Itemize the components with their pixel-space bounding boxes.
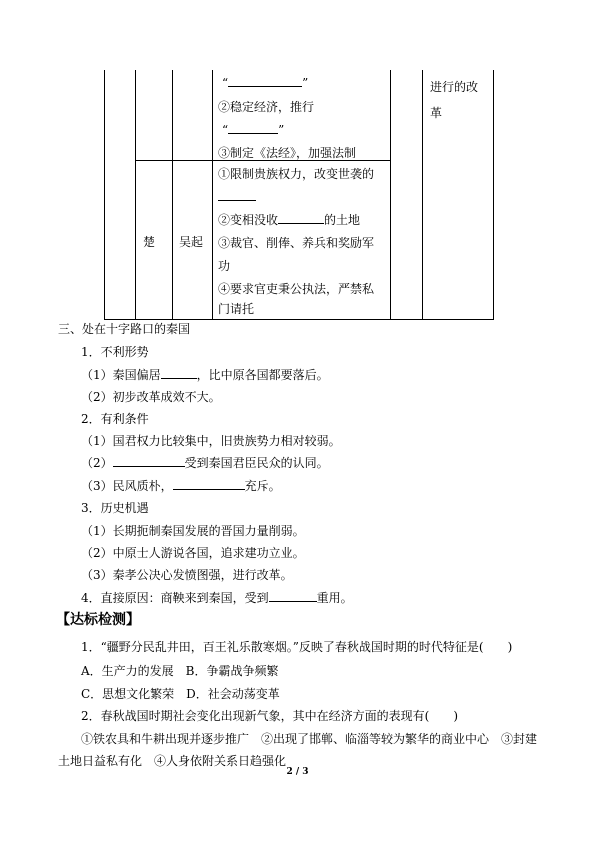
blank [113,455,185,467]
blank [228,75,302,87]
h1-item-1: （1）秦国偏居 ，比中原各国都要落后。 [81,368,329,382]
chu-state: 楚 [143,235,156,249]
table-border-col2 [135,70,136,320]
wei-item-1: “ ” [222,76,309,90]
q1-options-1: A．生产力的发展 B．争霸战争频繁 [81,664,279,678]
chu-item-3: ③裁官、削俸、养兵和奖励军 [218,236,375,250]
h2-heading: 2．有利条件 [81,412,149,426]
chu-item-3b: 功 [218,259,231,273]
chu-person: 吴起 [179,235,204,249]
q2: 2．春秋战国时期社会变化出现新气象，其中在经济方面的表现有( ) [81,709,459,723]
chu-item-4: ④要求官吏秉公执法，严禁私 [218,282,375,296]
h1-heading: 1．不利形势 [81,345,149,359]
wei-item-3: “ ” [222,123,285,137]
h2-item-3: （3）民风质朴， 充斥。 [81,479,281,493]
blank [161,367,197,379]
chu-item-1: ①限制贵族权力，改变世袭的 [218,167,375,181]
table-border-col4 [212,70,213,320]
table-border-left [104,70,105,320]
h2-item-1: （1）国君权力比较集中，旧贵族势力相对较弱。 [81,434,341,448]
table-border-col3 [172,70,173,320]
wei-item-2: ②稳定经济，推行 [218,100,315,114]
wei-item-4: ③制定《法经》，加强法制 [218,146,357,160]
chu-item-4b: 门请托 [218,302,255,316]
h4-line: 4．直接原因：商鞅来到秦国，受到 重用。 [81,591,353,605]
section3-title: 三、处在十字路口的秦国 [58,322,191,336]
h3-item-2: （2）中原士人游说各国，追求建功立业。 [81,546,305,560]
blank [228,122,278,134]
h2-item-2: （2） 受到秦国君臣民众的认同。 [81,456,329,470]
blank [173,478,245,490]
table-border-col6 [422,70,423,320]
q2-line-1: ①铁农具和牛耕出现并逐步推广 ②出现了邯郸、临淄等较为繁华的商业中心 ③封建 [81,732,538,746]
page-number: 2 / 3 [286,767,309,777]
q1-options-2: C．思想文化繁荣 D．社会动荡变革 [81,687,280,701]
test-heading: 【达标检测】 [56,612,140,628]
h1-item-2: （2）初步改革成效不大。 [81,390,221,404]
blank [269,590,317,602]
h3-item-3: （3）秦孝公决心发愤图强，进行改革。 [81,568,293,582]
table-border-right [493,70,494,320]
q2-line-2: 土地日益私有化 ④人身依附关系日趋强化 [58,754,287,768]
last-col-text-1: 进行的改 [430,80,479,94]
h3-heading: 3．历史机遇 [81,501,149,515]
q1: 1．“疆野分民乱井田，百王礼乐散寒烟。”反映了春秋战国时期的时代特征是( ) [81,640,513,654]
last-col-text-2: 革 [430,106,443,120]
h3-item-1: （1）长期扼制秦国发展的晋国力量削弱。 [81,524,305,538]
blank [278,212,324,224]
chu-item-2: ②变相没收 的土地 [218,213,361,227]
blank [218,189,256,201]
table-border-col5 [390,70,391,320]
chu-item-1-blank [218,186,256,209]
